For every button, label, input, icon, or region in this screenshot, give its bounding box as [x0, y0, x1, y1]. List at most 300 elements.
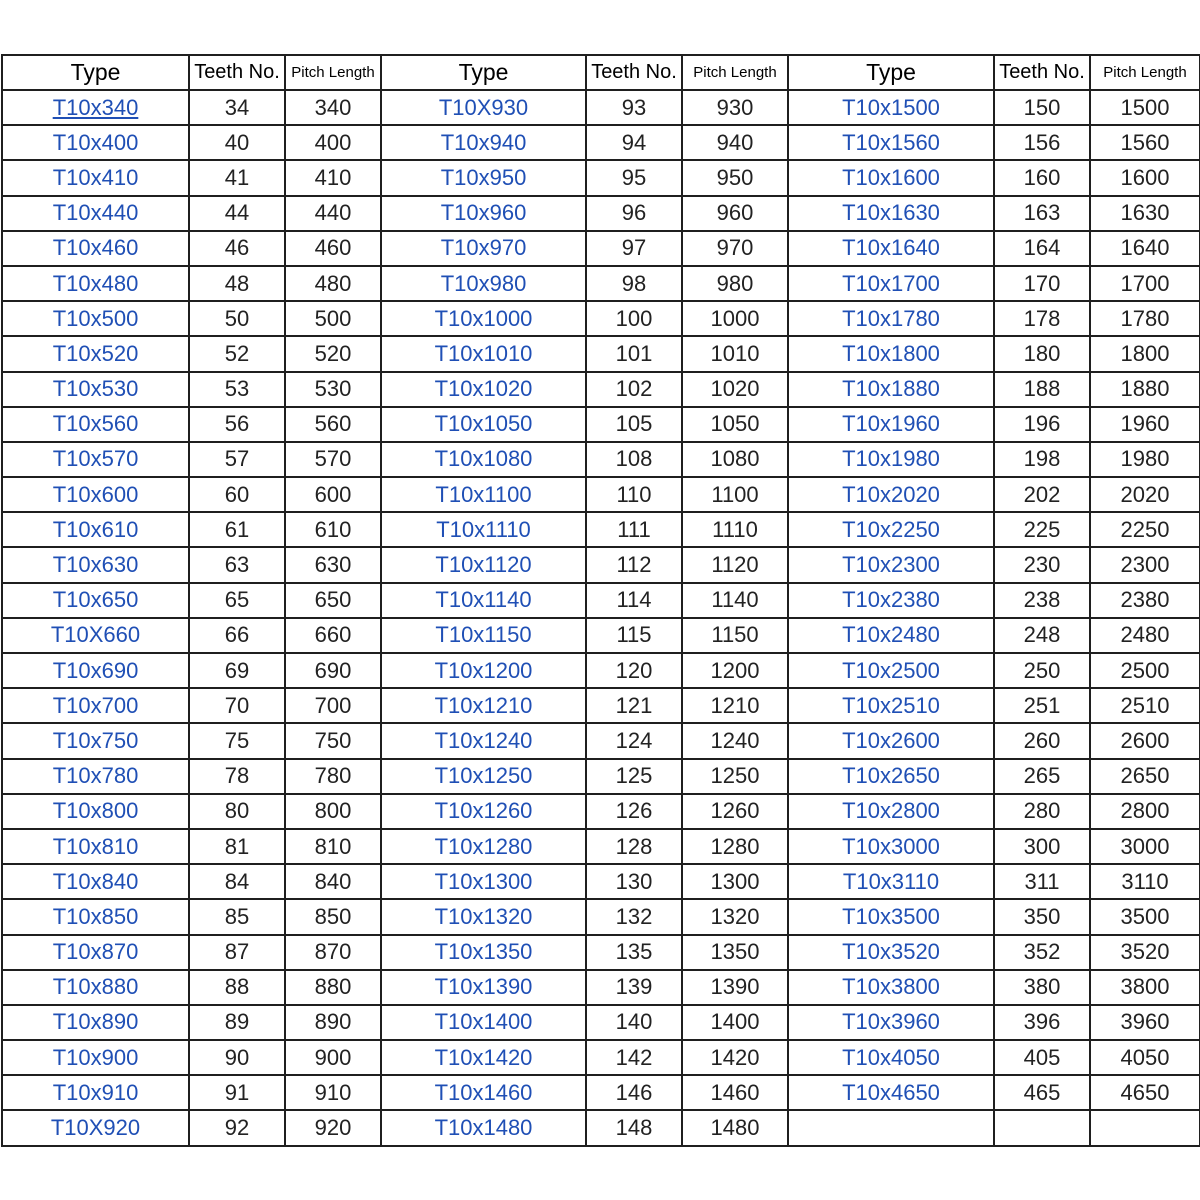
belt-type-link[interactable]: T10x2500 — [842, 657, 940, 683]
pitch-cell: 1960 — [1090, 407, 1200, 442]
table-row — [2, 618, 1200, 653]
type-cell[interactable] — [381, 442, 586, 477]
type-cell[interactable] — [788, 1075, 994, 1110]
header-row — [2, 55, 1200, 90]
type-cell[interactable] — [381, 829, 586, 864]
teeth-cell: 146 — [586, 1075, 682, 1110]
belt-type-link[interactable]: T10x970 — [440, 235, 527, 261]
pitch-cell: 1080 — [682, 442, 788, 477]
teeth-cell: 124 — [586, 723, 682, 758]
type-cell[interactable] — [788, 1110, 994, 1145]
belt-type-link[interactable]: T10x2650 — [842, 763, 940, 789]
type-cell[interactable] — [788, 196, 994, 231]
type-cell[interactable] — [381, 1075, 586, 1110]
type-cell[interactable] — [2, 970, 189, 1005]
type-cell[interactable] — [2, 125, 189, 160]
type-cell[interactable] — [2, 1005, 189, 1040]
pitch-cell: 1500 — [1090, 90, 1200, 125]
pitch-cell: 1980 — [1090, 442, 1200, 477]
pitch-cell: 1780 — [1090, 301, 1200, 336]
belt-type-link[interactable]: T10x1250 — [434, 763, 533, 789]
teeth-cell: 44 — [189, 196, 285, 231]
belt-type-link[interactable]: T10x1700 — [842, 270, 940, 296]
teeth-cell: 65 — [189, 583, 285, 618]
type-cell[interactable] — [788, 372, 994, 407]
teeth-cell: 101 — [586, 336, 682, 371]
belt-type-link[interactable]: T10X930 — [438, 94, 529, 120]
teeth-cell: 53 — [189, 372, 285, 407]
teeth-cell: 180 — [994, 336, 1090, 371]
pitch-cell: 1300 — [682, 864, 788, 899]
type-cell[interactable] — [2, 723, 189, 758]
pitch-cell: 880 — [285, 970, 381, 1005]
belt-type-link[interactable]: T10x1630 — [842, 200, 940, 226]
type-cell[interactable] — [2, 618, 189, 653]
teeth-cell: 90 — [189, 1040, 285, 1075]
belt-type-link[interactable]: T10x3520 — [842, 939, 940, 965]
type-cell[interactable] — [381, 759, 586, 794]
belt-type-link[interactable]: T10x1320 — [434, 903, 533, 929]
type-cell[interactable] — [2, 266, 189, 301]
belt-spec-table — [1, 54, 1200, 1147]
type-cell[interactable] — [788, 864, 994, 899]
teeth-cell: 125 — [586, 759, 682, 794]
type-cell[interactable] — [381, 688, 586, 723]
belt-type-link[interactable]: T10x890 — [52, 1009, 139, 1035]
header-pitch-3: Pitch Length — [1090, 55, 1200, 90]
type-cell[interactable] — [788, 970, 994, 1005]
type-cell[interactable] — [381, 935, 586, 970]
belt-type-link[interactable]: T10x530 — [52, 376, 139, 402]
type-cell[interactable] — [381, 583, 586, 618]
belt-type-link[interactable]: T10x650 — [52, 587, 139, 613]
teeth-cell: 352 — [994, 935, 1090, 970]
type-cell[interactable] — [2, 899, 189, 934]
type-cell[interactable] — [381, 970, 586, 1005]
type-cell[interactable] — [788, 336, 994, 371]
pitch-cell: 890 — [285, 1005, 381, 1040]
type-cell[interactable] — [381, 407, 586, 442]
table-row — [2, 759, 1200, 794]
belt-type-link[interactable]: T10x1800 — [842, 340, 940, 366]
type-cell[interactable] — [2, 477, 189, 512]
belt-type-link[interactable]: T10x630 — [52, 552, 139, 578]
belt-type-link[interactable]: T10x810 — [52, 833, 139, 859]
type-cell[interactable] — [381, 301, 586, 336]
belt-type-link[interactable]: T10x2300 — [842, 552, 940, 578]
type-cell[interactable] — [2, 794, 189, 829]
belt-type-link[interactable]: T10x1080 — [434, 446, 533, 472]
type-cell[interactable] — [788, 688, 994, 723]
pitch-cell: 460 — [285, 231, 381, 266]
type-cell[interactable] — [381, 477, 586, 512]
teeth-cell: 114 — [586, 583, 682, 618]
type-cell[interactable] — [381, 336, 586, 371]
belt-type-link[interactable]: T10x1390 — [434, 974, 533, 1000]
type-cell[interactable] — [788, 829, 994, 864]
belt-type-link[interactable]: T10x1260 — [434, 798, 533, 824]
pitch-cell: 520 — [285, 336, 381, 371]
belt-type-link[interactable]: T10x1140 — [435, 587, 532, 613]
type-cell[interactable] — [2, 583, 189, 618]
type-cell[interactable] — [2, 160, 189, 195]
belt-type-link[interactable]: T10x750 — [52, 727, 139, 753]
type-cell[interactable] — [788, 477, 994, 512]
belt-type-link[interactable]: T10x1780 — [842, 305, 940, 331]
type-cell[interactable] — [788, 653, 994, 688]
table-row — [2, 583, 1200, 618]
pitch-cell: 1000 — [682, 301, 788, 336]
type-cell[interactable] — [788, 1040, 994, 1075]
belt-type-link[interactable]: T10x340 — [52, 94, 139, 120]
type-cell[interactable] — [788, 899, 994, 934]
teeth-cell: 48 — [189, 266, 285, 301]
belt-type-link[interactable]: T10x460 — [52, 235, 139, 261]
belt-type-link[interactable]: T10x520 — [52, 340, 139, 366]
belt-type-link[interactable]: T10x440 — [52, 200, 139, 226]
type-cell[interactable] — [2, 372, 189, 407]
teeth-cell: 140 — [586, 1005, 682, 1040]
type-cell[interactable] — [788, 723, 994, 758]
type-cell[interactable] — [381, 231, 586, 266]
type-cell[interactable] — [2, 935, 189, 970]
belt-type-link[interactable]: T10x2600 — [842, 727, 940, 753]
pitch-cell: 3520 — [1090, 935, 1200, 970]
type-cell[interactable] — [788, 90, 994, 125]
teeth-cell: 135 — [586, 935, 682, 970]
belt-type-link[interactable]: T10x4050 — [842, 1044, 940, 1070]
teeth-cell: 350 — [994, 899, 1090, 934]
pitch-cell: 1100 — [682, 477, 788, 512]
table-row — [2, 301, 1200, 336]
pitch-cell: 340 — [285, 90, 381, 125]
belt-type-link[interactable]: T10x1050 — [434, 411, 533, 437]
header-teeth-3: Teeth No. — [994, 55, 1090, 90]
belt-type-link[interactable]: T10x1600 — [842, 164, 940, 190]
teeth-cell: 250 — [994, 653, 1090, 688]
belt-type-link[interactable]: T10x1960 — [842, 411, 940, 437]
teeth-cell: 225 — [994, 512, 1090, 547]
teeth-cell: 92 — [189, 1110, 285, 1145]
belt-type-link[interactable]: T10x1100 — [435, 481, 532, 507]
belt-type-link[interactable]: T10x1480 — [434, 1115, 533, 1141]
pitch-cell: 3000 — [1090, 829, 1200, 864]
type-cell[interactable] — [381, 794, 586, 829]
teeth-cell: 34 — [189, 90, 285, 125]
belt-type-link[interactable]: T10x940 — [440, 129, 527, 155]
type-cell[interactable] — [2, 653, 189, 688]
header-type-3: Type — [788, 55, 994, 90]
teeth-cell: 130 — [586, 864, 682, 899]
table-row — [2, 688, 1200, 723]
belt-type-link[interactable]: T10x410 — [52, 164, 139, 190]
belt-type-link[interactable]: T10x960 — [440, 200, 527, 226]
pitch-cell: 870 — [285, 935, 381, 970]
teeth-cell — [994, 1110, 1090, 1145]
type-cell[interactable] — [381, 512, 586, 547]
type-cell[interactable] — [2, 90, 189, 125]
type-cell[interactable] — [2, 301, 189, 336]
belt-type-link[interactable]: T10x1200 — [434, 657, 533, 683]
belt-type-link[interactable]: T10x3110 — [842, 868, 940, 894]
type-cell[interactable] — [788, 231, 994, 266]
teeth-cell: 87 — [189, 935, 285, 970]
pitch-cell: 920 — [285, 1110, 381, 1145]
type-cell[interactable] — [381, 723, 586, 758]
type-cell[interactable] — [2, 829, 189, 864]
teeth-cell: 126 — [586, 794, 682, 829]
belt-type-link[interactable]: T10x1880 — [842, 376, 940, 402]
teeth-cell: 84 — [189, 864, 285, 899]
type-cell[interactable] — [2, 231, 189, 266]
table-header — [2, 55, 1200, 90]
belt-type-link[interactable]: T10x480 — [52, 270, 139, 296]
belt-type-link[interactable]: T10x600 — [52, 481, 139, 507]
belt-type-link[interactable]: T10x2250 — [842, 516, 940, 542]
table-row — [2, 1005, 1200, 1040]
type-cell[interactable] — [381, 864, 586, 899]
table-row — [2, 231, 1200, 266]
belt-type-link[interactable]: T10x1280 — [434, 833, 533, 859]
pitch-cell: 1250 — [682, 759, 788, 794]
belt-type-link[interactable]: T10x1120 — [435, 552, 532, 578]
belt-type-link[interactable]: T10x570 — [52, 446, 139, 472]
belt-type-link[interactable]: T10X920 — [50, 1115, 141, 1141]
belt-type-link[interactable]: T10x1500 — [842, 94, 940, 120]
type-cell[interactable] — [381, 653, 586, 688]
type-cell[interactable] — [788, 935, 994, 970]
pitch-cell: 1880 — [1090, 372, 1200, 407]
belt-type-link[interactable]: T10x1420 — [434, 1044, 533, 1070]
type-cell[interactable] — [381, 1110, 586, 1145]
pitch-cell: 1800 — [1090, 336, 1200, 371]
type-cell[interactable] — [381, 160, 586, 195]
belt-type-link[interactable]: T10x3960 — [842, 1009, 940, 1035]
pitch-cell: 1630 — [1090, 196, 1200, 231]
belt-type-link[interactable]: T10x3000 — [842, 833, 940, 859]
pitch-cell: 1120 — [682, 547, 788, 582]
type-cell[interactable] — [381, 196, 586, 231]
pitch-cell: 1260 — [682, 794, 788, 829]
type-cell[interactable] — [381, 1040, 586, 1075]
type-cell[interactable] — [2, 864, 189, 899]
belt-type-link[interactable]: T10x870 — [52, 939, 139, 965]
belt-type-link[interactable]: T10x1000 — [434, 305, 533, 331]
belt-type-link[interactable]: T10x1110 — [436, 516, 531, 542]
belt-type-link[interactable]: T10x850 — [52, 903, 139, 929]
pitch-cell: 1390 — [682, 970, 788, 1005]
belt-type-link[interactable]: T10x400 — [52, 129, 139, 155]
type-cell[interactable] — [381, 90, 586, 125]
belt-type-link[interactable]: T10x1010 — [434, 340, 533, 366]
belt-type-link[interactable]: T10x3500 — [842, 903, 940, 929]
type-cell[interactable] — [788, 547, 994, 582]
type-cell[interactable] — [381, 547, 586, 582]
type-cell[interactable] — [2, 1110, 189, 1145]
type-cell[interactable] — [381, 618, 586, 653]
belt-type-link[interactable]: T10x950 — [440, 164, 527, 190]
type-cell[interactable] — [788, 160, 994, 195]
belt-type-link[interactable]: T10x840 — [52, 868, 139, 894]
teeth-cell: 96 — [586, 196, 682, 231]
type-cell[interactable] — [788, 407, 994, 442]
belt-type-link[interactable]: T10x2480 — [842, 622, 940, 648]
teeth-cell: 98 — [586, 266, 682, 301]
belt-type-link[interactable]: T10x1210 — [434, 692, 533, 718]
belt-type-link[interactable]: T10x1350 — [434, 939, 533, 965]
header-teeth-2: Teeth No. — [586, 55, 682, 90]
belt-type-link[interactable]: T10x1460 — [434, 1079, 533, 1105]
teeth-cell: 108 — [586, 442, 682, 477]
belt-type-link[interactable]: T10x1980 — [842, 446, 940, 472]
type-cell[interactable] — [788, 512, 994, 547]
teeth-cell: 139 — [586, 970, 682, 1005]
belt-type-link[interactable]: T10x560 — [52, 411, 139, 437]
belt-type-link[interactable]: T10x880 — [52, 974, 139, 1000]
type-cell[interactable] — [381, 1005, 586, 1040]
pitch-cell: 970 — [682, 231, 788, 266]
teeth-cell: 148 — [586, 1110, 682, 1145]
belt-type-link[interactable]: T10x2510 — [842, 692, 940, 718]
table-row — [2, 196, 1200, 231]
teeth-cell: 88 — [189, 970, 285, 1005]
belt-type-link[interactable]: T10X660 — [50, 622, 141, 648]
teeth-cell: 188 — [994, 372, 1090, 407]
pitch-cell: 2800 — [1090, 794, 1200, 829]
type-cell[interactable] — [2, 196, 189, 231]
belt-type-link[interactable]: T10x2800 — [842, 798, 940, 824]
pitch-cell: 4650 — [1090, 1075, 1200, 1110]
belt-type-link[interactable]: T10x2380 — [842, 587, 940, 613]
teeth-cell: 75 — [189, 723, 285, 758]
pitch-cell: 930 — [682, 90, 788, 125]
teeth-cell: 115 — [586, 618, 682, 653]
table-row — [2, 935, 1200, 970]
type-cell[interactable] — [788, 583, 994, 618]
teeth-cell: 40 — [189, 125, 285, 160]
teeth-cell: 465 — [994, 1075, 1090, 1110]
belt-type-link[interactable]: T10x1560 — [842, 129, 940, 155]
table-row — [2, 336, 1200, 371]
teeth-cell: 311 — [994, 864, 1090, 899]
table-row — [2, 512, 1200, 547]
type-cell[interactable] — [788, 266, 994, 301]
type-cell[interactable] — [2, 512, 189, 547]
table-row — [2, 160, 1200, 195]
table-row — [2, 1110, 1200, 1145]
type-cell[interactable] — [788, 442, 994, 477]
belt-type-link[interactable]: T10x800 — [52, 798, 139, 824]
belt-type-link[interactable]: T10x1150 — [435, 622, 532, 648]
belt-type-link[interactable]: T10x1020 — [434, 376, 533, 402]
belt-type-link[interactable]: T10x4650 — [842, 1079, 940, 1105]
belt-type-link[interactable]: T10x700 — [52, 692, 139, 718]
teeth-cell: 198 — [994, 442, 1090, 477]
pitch-cell: 3500 — [1090, 899, 1200, 934]
table-row — [2, 1040, 1200, 1075]
teeth-cell: 50 — [189, 301, 285, 336]
belt-type-link[interactable]: T10x610 — [52, 516, 139, 542]
belt-type-link[interactable]: T10x3800 — [842, 974, 940, 1000]
type-cell[interactable] — [381, 266, 586, 301]
type-cell[interactable] — [2, 407, 189, 442]
teeth-cell: 405 — [994, 1040, 1090, 1075]
pitch-cell: 690 — [285, 653, 381, 688]
pitch-cell: 570 — [285, 442, 381, 477]
pitch-cell: 440 — [285, 196, 381, 231]
type-cell[interactable] — [788, 618, 994, 653]
pitch-cell: 400 — [285, 125, 381, 160]
type-cell[interactable] — [788, 301, 994, 336]
belt-type-link[interactable]: T10x980 — [440, 270, 527, 296]
header-type-1: Type — [2, 55, 189, 90]
teeth-cell: 41 — [189, 160, 285, 195]
belt-type-link[interactable]: T10x2020 — [842, 481, 940, 507]
belt-type-link[interactable]: T10x1240 — [434, 727, 533, 753]
pitch-cell: 810 — [285, 829, 381, 864]
type-cell[interactable] — [2, 336, 189, 371]
teeth-cell: 66 — [189, 618, 285, 653]
teeth-cell: 78 — [189, 759, 285, 794]
teeth-cell: 164 — [994, 231, 1090, 266]
teeth-cell: 160 — [994, 160, 1090, 195]
teeth-cell: 202 — [994, 477, 1090, 512]
type-cell[interactable] — [381, 372, 586, 407]
table-row — [2, 899, 1200, 934]
type-cell[interactable] — [2, 547, 189, 582]
teeth-cell: 260 — [994, 723, 1090, 758]
type-cell[interactable] — [788, 1005, 994, 1040]
pitch-cell: 700 — [285, 688, 381, 723]
teeth-cell: 110 — [586, 477, 682, 512]
pitch-cell: 1400 — [682, 1005, 788, 1040]
type-cell[interactable] — [381, 899, 586, 934]
belt-type-link[interactable]: T10x1300 — [434, 868, 533, 894]
teeth-cell: 170 — [994, 266, 1090, 301]
belt-type-link[interactable]: T10x780 — [52, 763, 139, 789]
header-pitch-1: Pitch Length — [285, 55, 381, 90]
belt-type-link[interactable]: T10x910 — [52, 1079, 139, 1105]
teeth-cell: 238 — [994, 583, 1090, 618]
teeth-cell: 196 — [994, 407, 1090, 442]
teeth-cell: 52 — [189, 336, 285, 371]
pitch-cell: 900 — [285, 1040, 381, 1075]
header-teeth-1: Teeth No. — [189, 55, 285, 90]
pitch-cell: 1420 — [682, 1040, 788, 1075]
belt-type-link[interactable]: T10x690 — [52, 657, 139, 683]
teeth-cell: 102 — [586, 372, 682, 407]
pitch-cell: 950 — [682, 160, 788, 195]
pitch-cell: 960 — [682, 196, 788, 231]
type-cell[interactable] — [381, 125, 586, 160]
type-cell[interactable] — [788, 759, 994, 794]
belt-type-link[interactable]: T10x1640 — [842, 235, 940, 261]
teeth-cell: 70 — [189, 688, 285, 723]
type-cell[interactable] — [2, 1040, 189, 1075]
table-row — [2, 1075, 1200, 1110]
type-cell[interactable] — [788, 794, 994, 829]
type-cell[interactable] — [788, 125, 994, 160]
type-cell[interactable] — [2, 442, 189, 477]
teeth-cell: 60 — [189, 477, 285, 512]
pitch-cell: 840 — [285, 864, 381, 899]
belt-type-link[interactable]: T10x1400 — [434, 1009, 533, 1035]
belt-type-link[interactable]: T10x900 — [52, 1044, 139, 1070]
type-cell[interactable] — [2, 688, 189, 723]
type-cell[interactable] — [2, 759, 189, 794]
type-cell[interactable] — [2, 1075, 189, 1110]
belt-type-link[interactable]: T10x500 — [52, 305, 139, 331]
